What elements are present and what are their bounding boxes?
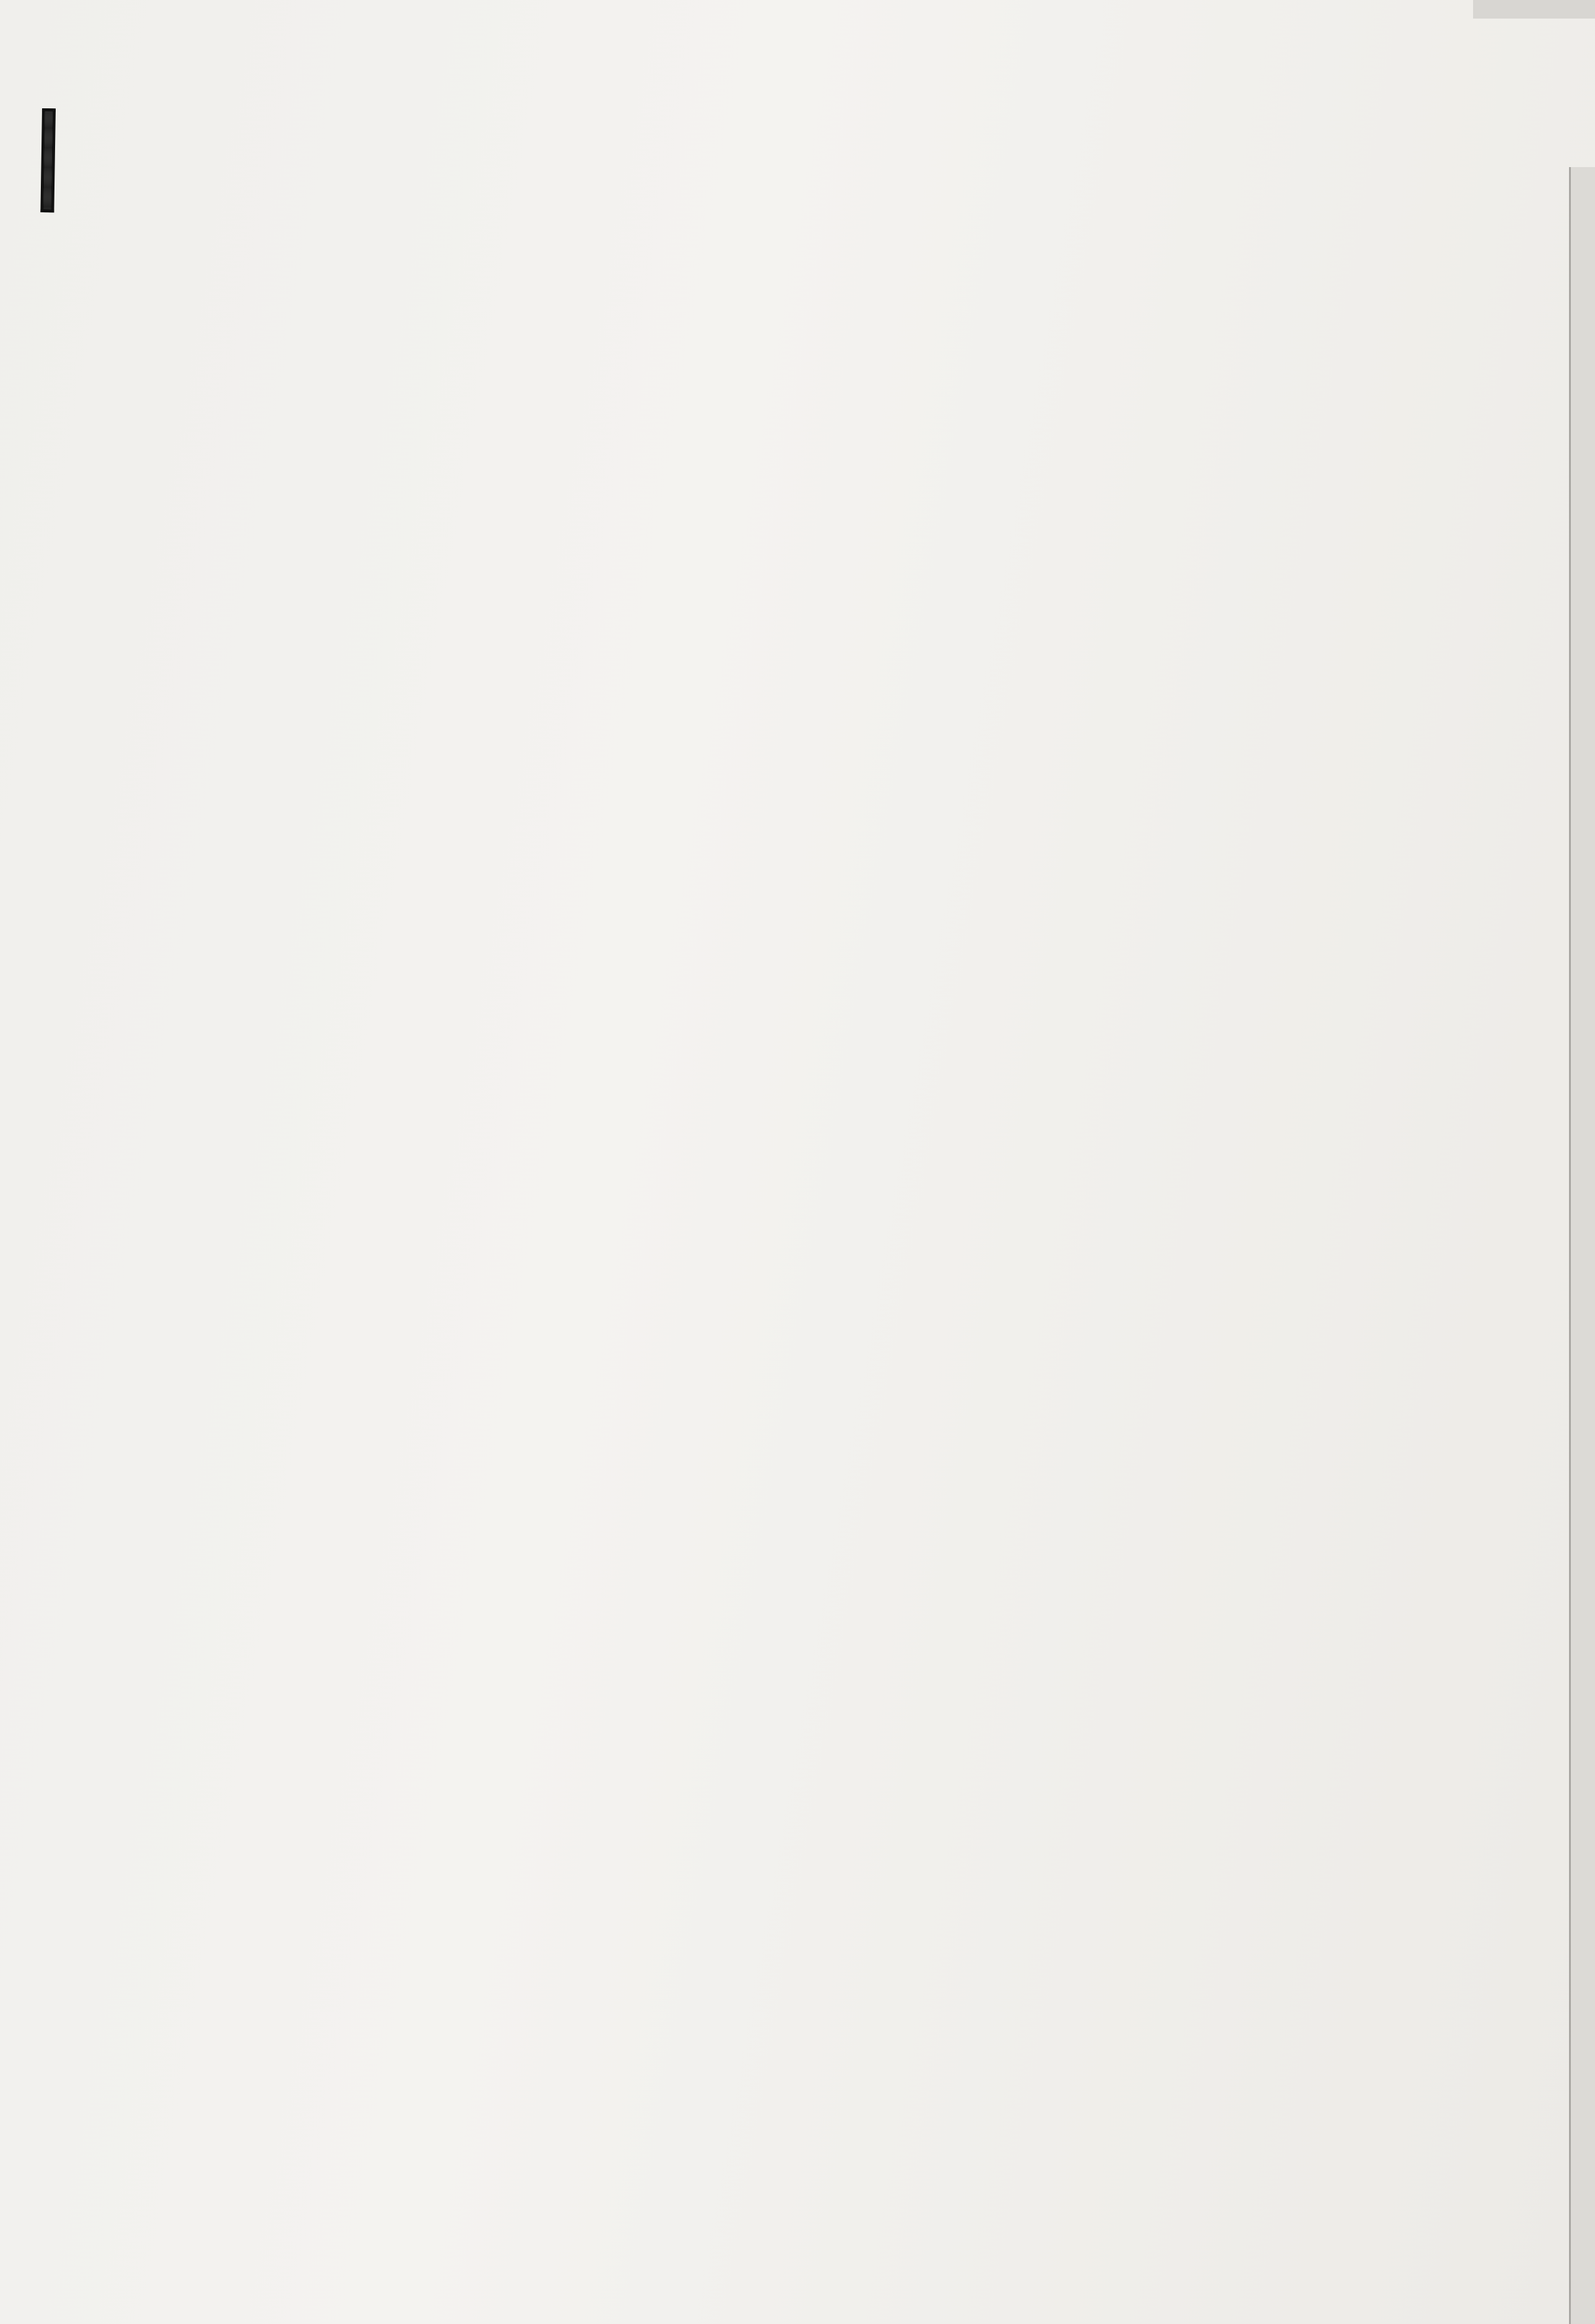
adjacent-page-edge bbox=[1569, 167, 1595, 2324]
application-form bbox=[40, 108, 56, 212]
adjacent-page-corner bbox=[1473, 0, 1595, 19]
volunteer-form-table bbox=[40, 108, 56, 212]
header-row bbox=[42, 110, 54, 211]
